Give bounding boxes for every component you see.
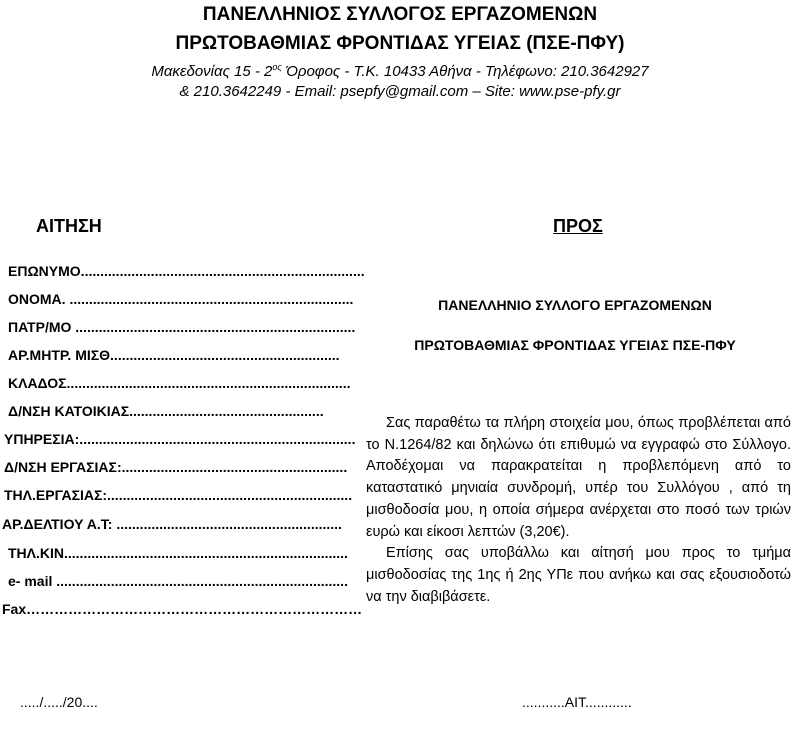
organization-name-line1: ΠΑΝΕΛΛΗΝΙΟΣ ΣΥΛΛΟΓΟΣ ΕΡΓΑΖΟΜΕΝΩΝ (202, 4, 598, 25)
recipient-title: ΠΡΟΣ (553, 216, 603, 236)
signature-line: ...........ΑΙΤ............ (522, 694, 632, 710)
recipient-line2: ΠΡΩΤΟΒΑΘΜΙΑΣ ΦΡΟΝΤΙΔΑΣ ΥΓΕΙΑΣ ΠΣΕ-ΠΦΥ (414, 337, 736, 353)
field-fathers-name: ΠΑΤΡ/ΜΟ ........................................................................ (8, 319, 356, 335)
field-branch: ΚΛΑΔΟΣ......................................................................... (8, 375, 351, 391)
request-body (366, 413, 791, 608)
field-first-name: ΟΝΟΜΑ. ......................................................................... (8, 291, 354, 307)
date-line: ...../...../20.... (20, 694, 98, 710)
field-mobile-phone: ΤΗΛ.ΚΙΝ......................................................................... (8, 545, 348, 561)
request-paragraph-2: Επίσης σας υποβάλλω και αίτησή μου προς το τμήμα μισθοδοσίας της 1ης ή 2ης ΥΠε που ανήκω και σας εξουσιοδοτώ να την διαβιβάσετε. (366, 545, 791, 605)
address-pre: Μακεδονίας 15 - 2 (151, 63, 273, 80)
contact-line: & 210.3642249 - Email: psepfy@gmail.com – Site: www.pse-pfy.gr (179, 83, 621, 100)
application-title: ΑΙΤΗΣΗ (36, 216, 102, 236)
address-line (0, 62, 800, 80)
organization-name-line2: ΠΡΩΤΟΒΑΘΜΙΑΣ ΦΡΟΝΤΙΔΑΣ ΥΓΕΙΑΣ (ΠΣΕ-ΠΦΥ) (175, 33, 625, 54)
field-fax: Fax……………………………………………………………… (2, 601, 363, 617)
address-superscript: ος (272, 62, 282, 72)
field-home-address: Δ/ΝΣΗ ΚΑΤΟΙΚΙΑΣ.................................................. (8, 403, 324, 419)
field-service: ΥΠΗΡΕΣΙΑ:....................................................................... (4, 431, 356, 447)
recipient-line1: ΠΑΝΕΛΛΗΝΙΟ ΣΥΛΛΟΓΟ ΕΡΓΑΖΟΜΕΝΩΝ (438, 297, 712, 313)
field-id-number: ΑΡ.ΔΕΛΤΙΟΥ Α.Τ: .......................................................... (2, 516, 342, 532)
field-surname: ΕΠΩΝΥΜΟ......................................................................... (8, 263, 365, 279)
field-payroll-number: ΑΡ.ΜΗΤΡ. ΜΙΣΘ........................................................... (8, 347, 340, 363)
field-email: e- mail ........................................................................... (8, 573, 348, 589)
field-work-address: Δ/ΝΣΗ ΕΡΓΑΣΙΑΣ:.......................................................... (4, 459, 348, 475)
address-post: Όροφος - Τ.Κ. 10433 Αθήνα - Τηλέφωνο: 210.3642927 (281, 63, 649, 80)
request-paragraph-1: Σας παραθέτω τα πλήρη στοιχεία μου, όπως προβλέπεται από το Ν.1264/82 και δηλώνω ότι επιθυμώ να εγγραφώ στο Σύλλογο. Αποδέχομαι να παρακρατείται η προβλεπόμενη από το καταστατικό μηνιαία συνδρομή, υπέρ του Συλλόγου , από τη μισθοδοσία μου, η οποία σήμερα ανέρχεται στο ποσό των τριών ευρώ και είκοσι λεπτών (3,20€). (366, 415, 791, 540)
field-work-phone: ΤΗΛ.ΕΡΓΑΣΙΑΣ:............................................................... (4, 487, 353, 503)
